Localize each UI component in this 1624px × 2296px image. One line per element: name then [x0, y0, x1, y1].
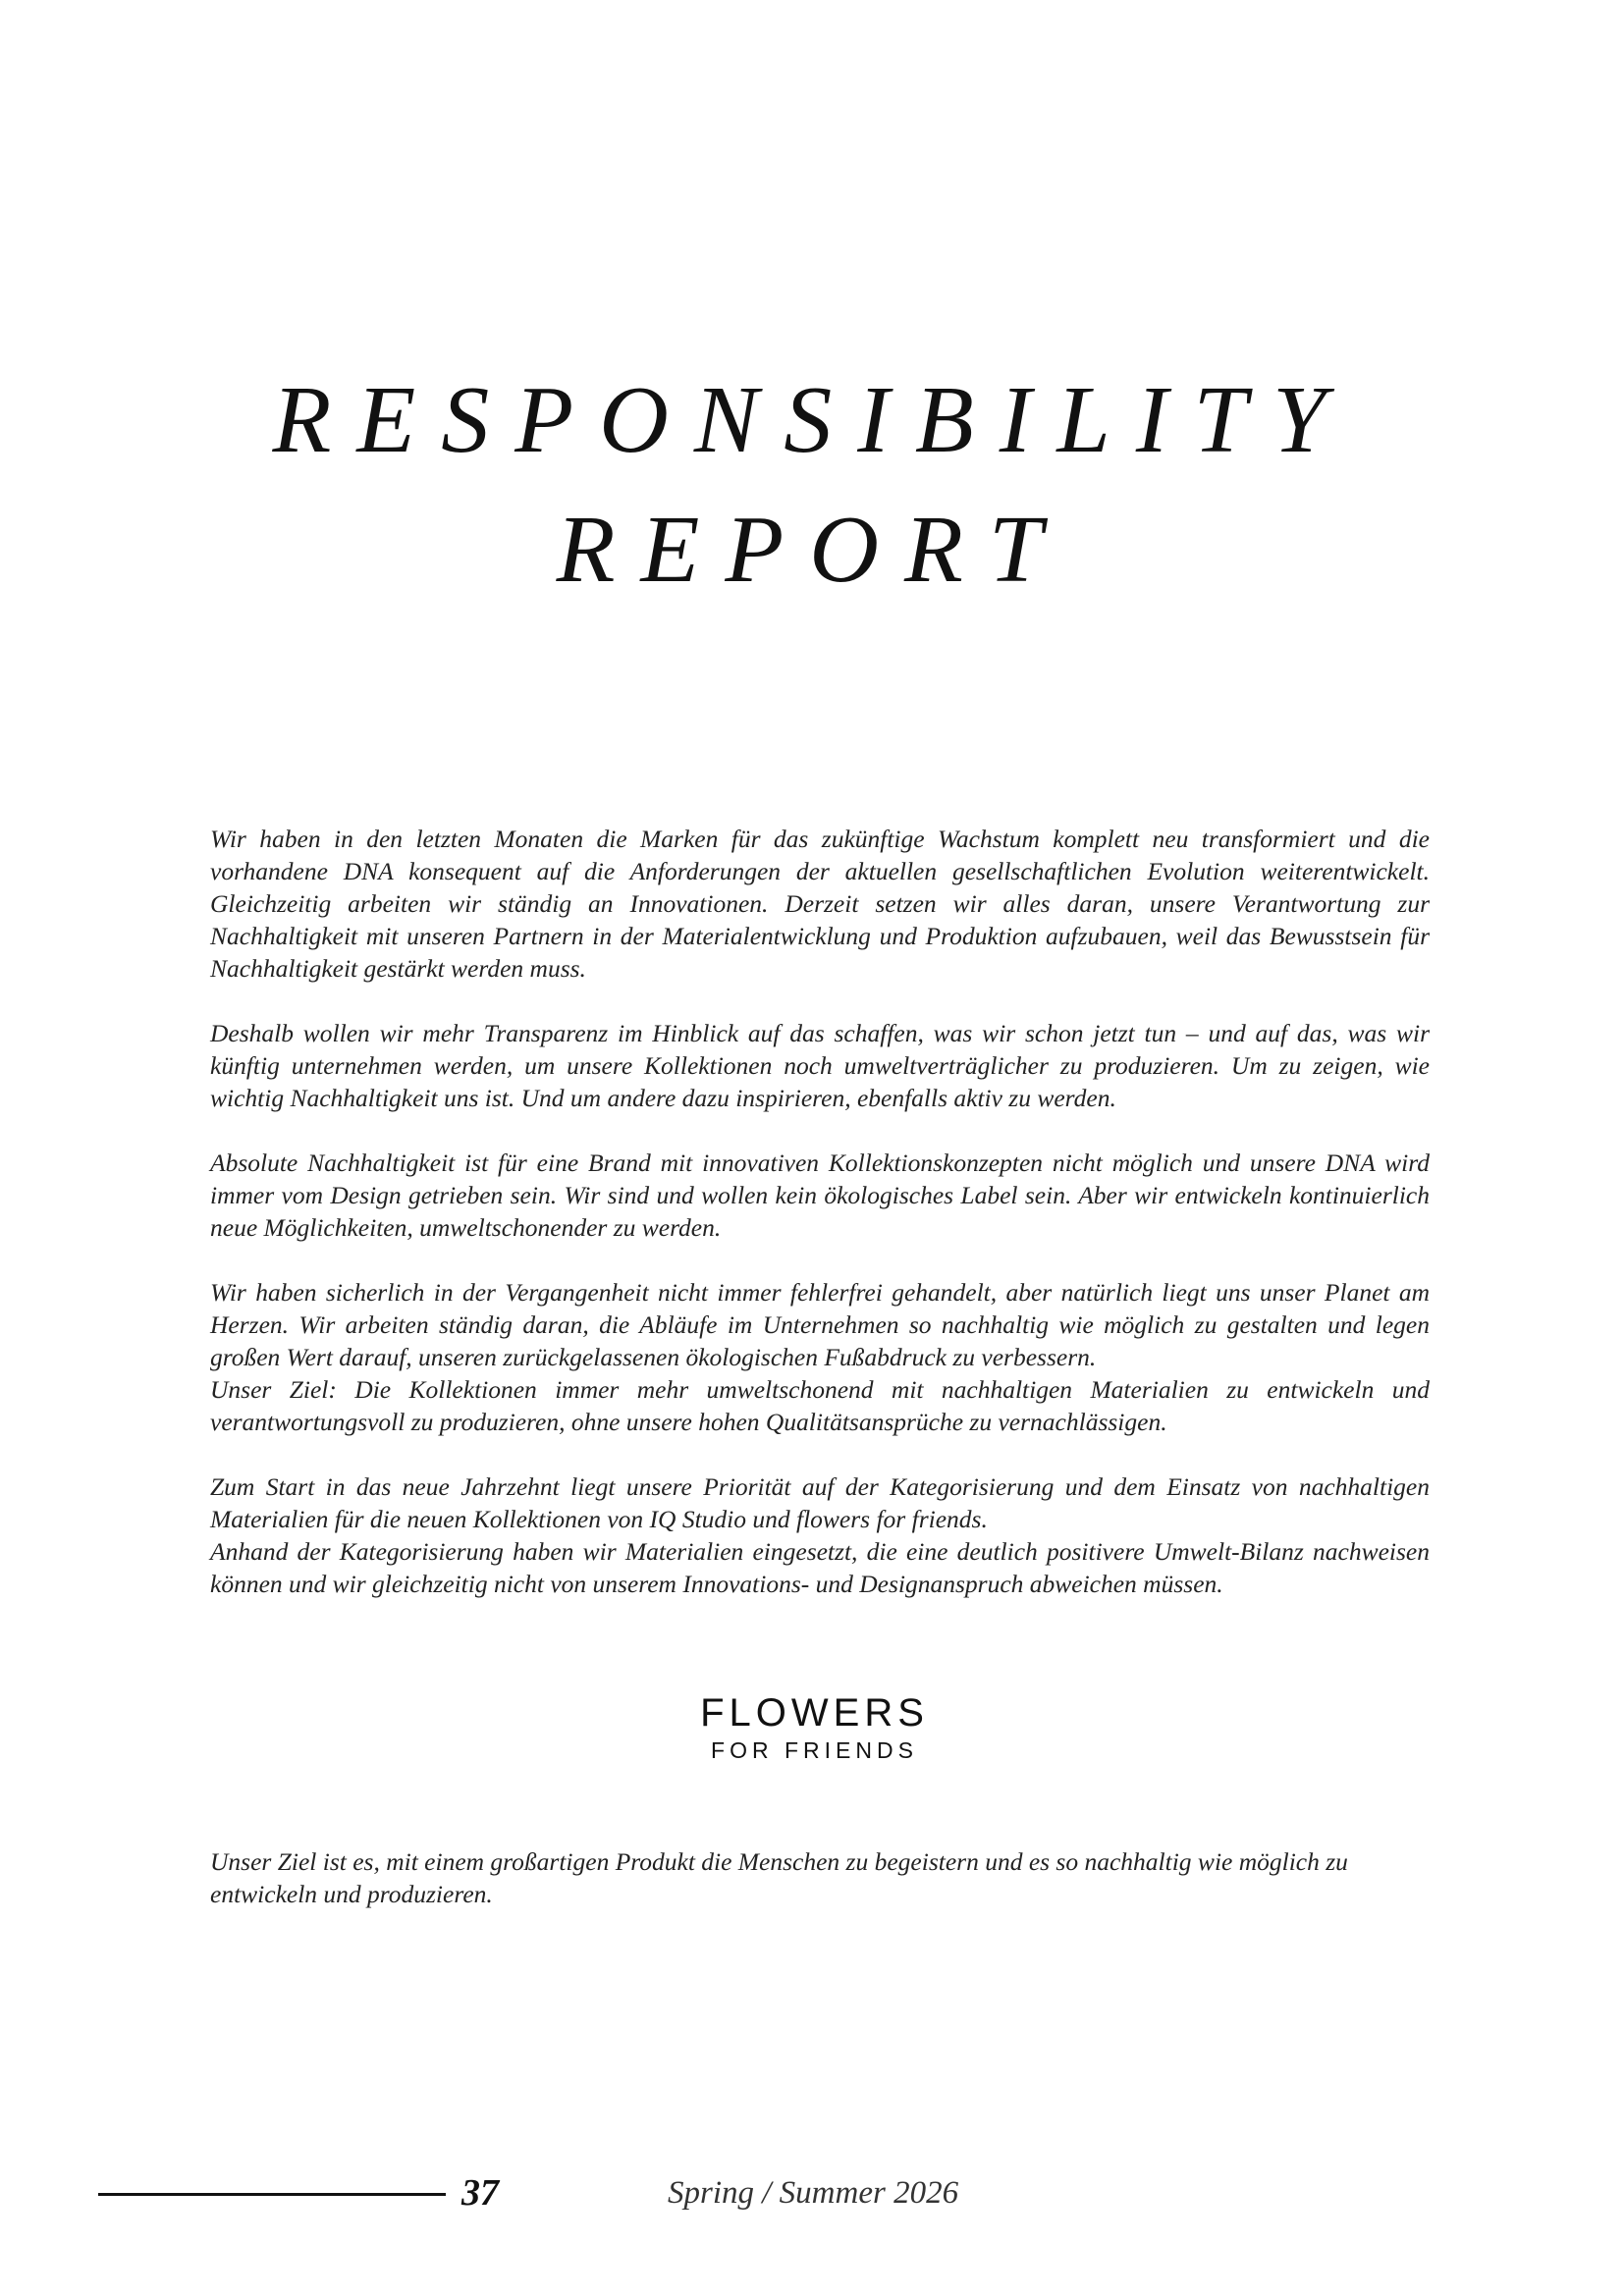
logo-sub-text: FOR FRIENDS: [711, 1737, 918, 1763]
flowers-for-friends-logo: [0, 1690, 1624, 1765]
paragraph-5-text-b: Anhand der Kategorisierung haben wir Materialien eingesetzt, die eine deutlich positivere Umwelt-Bilanz nachweisen können und wir gleichzeitig nicht von unserem Innovations- und Designanspruch abweichen müssen.: [210, 1537, 1430, 1598]
closing-statement: Unser Ziel ist es, mit einem großartigen Produkt die Menschen zu begeistern und es so nachhaltig wie möglich zu entwickeln und produzieren.: [210, 1847, 1348, 1908]
report-title: [0, 355, 1624, 614]
paragraph-4-text-b: Unser Ziel: Die Kollektionen immer mehr umweltschonend mit nachhaltigen Materialien zu entwickeln und verantwortungsvoll zu produzieren, ohne unsere hohen Qualitätsansprüche zu vernachlässigen.: [210, 1375, 1430, 1436]
body-text: [210, 823, 1430, 1632]
paragraph-3-text: Absolute Nachhaltigkeit ist für eine Brand mit innovativen Kollektionskonzepten nicht möglich und unsere DNA wird immer vom Design getrieben sein. Wir sind und wollen kein ökologisches Label sein. Aber wir entwickeln kontinuierlich neue Möglichkeiten, umweltschonender zu werden.: [210, 1148, 1430, 1242]
season-label: Spring / Summer 2026: [668, 2175, 959, 2211]
paragraph-4-text-a: Wir haben sicherlich in der Vergangenheit nicht immer fehlerfrei gehandelt, aber natürlich liegt uns unser Planet am Herzen. Wir arbeiten ständig daran, die Abläufe im Unternehmen so nachhaltig wie möglich zu gestalten und legen großen Wert darauf, unseren zurückgelassenen ökologischen Fußabdruck zu verbessern.: [210, 1278, 1430, 1371]
page-number: 37: [461, 2172, 499, 2214]
paragraph-4: [210, 1276, 1430, 1438]
paragraph-5-text-a: Zum Start in das neue Jahrzehnt liegt unsere Priorität auf der Kategorisierung und dem Einsatz von nachhaltigen Materialien für die neuen Kollektionen von IQ Studio und flowers for friends.: [210, 1472, 1430, 1533]
report-title-line-1: RESPONSIBILITY: [272, 367, 1352, 473]
footer-rule: [98, 2193, 446, 2196]
paragraph-3: [210, 1147, 1430, 1244]
report-title-line-2: REPORT: [556, 497, 1068, 603]
paragraph-1: [210, 823, 1430, 985]
paragraph-2: [210, 1017, 1430, 1114]
logo-main-text: FLOWERS: [700, 1691, 929, 1735]
paragraph-5: [210, 1470, 1430, 1600]
paragraph-1-text: Wir haben in den letzten Monaten die Marken für das zukünftige Wachstum komplett neu transformiert und die vorhandene DNA konsequent auf die Anforderungen der aktuellen gesellschaftlichen Evolution weiterentwickelt. Gleichzeitig arbeiten wir ständig an Innovationen. Derzeit setzen wir alles daran, unsere Verantwortung zur Nachhaltigkeit mit unseren Partnern in der Materialentwicklung und Produktion aufzubauen, weil das Bewusstsein für Nachhaltigkeit gestärkt werden muss.: [210, 825, 1430, 983]
paragraph-2-text: Deshalb wollen wir mehr Transparenz im Hinblick auf das schaffen, was wir schon jetzt tun – und auf das, was wir künftig unternehmen werden, um unsere Kollektionen noch umweltverträglicher zu produzieren. Um zu zeigen, wie wichtig Nachhaltigkeit uns ist. Und um andere dazu inspirieren, ebenfalls aktiv zu werden.: [210, 1019, 1430, 1112]
